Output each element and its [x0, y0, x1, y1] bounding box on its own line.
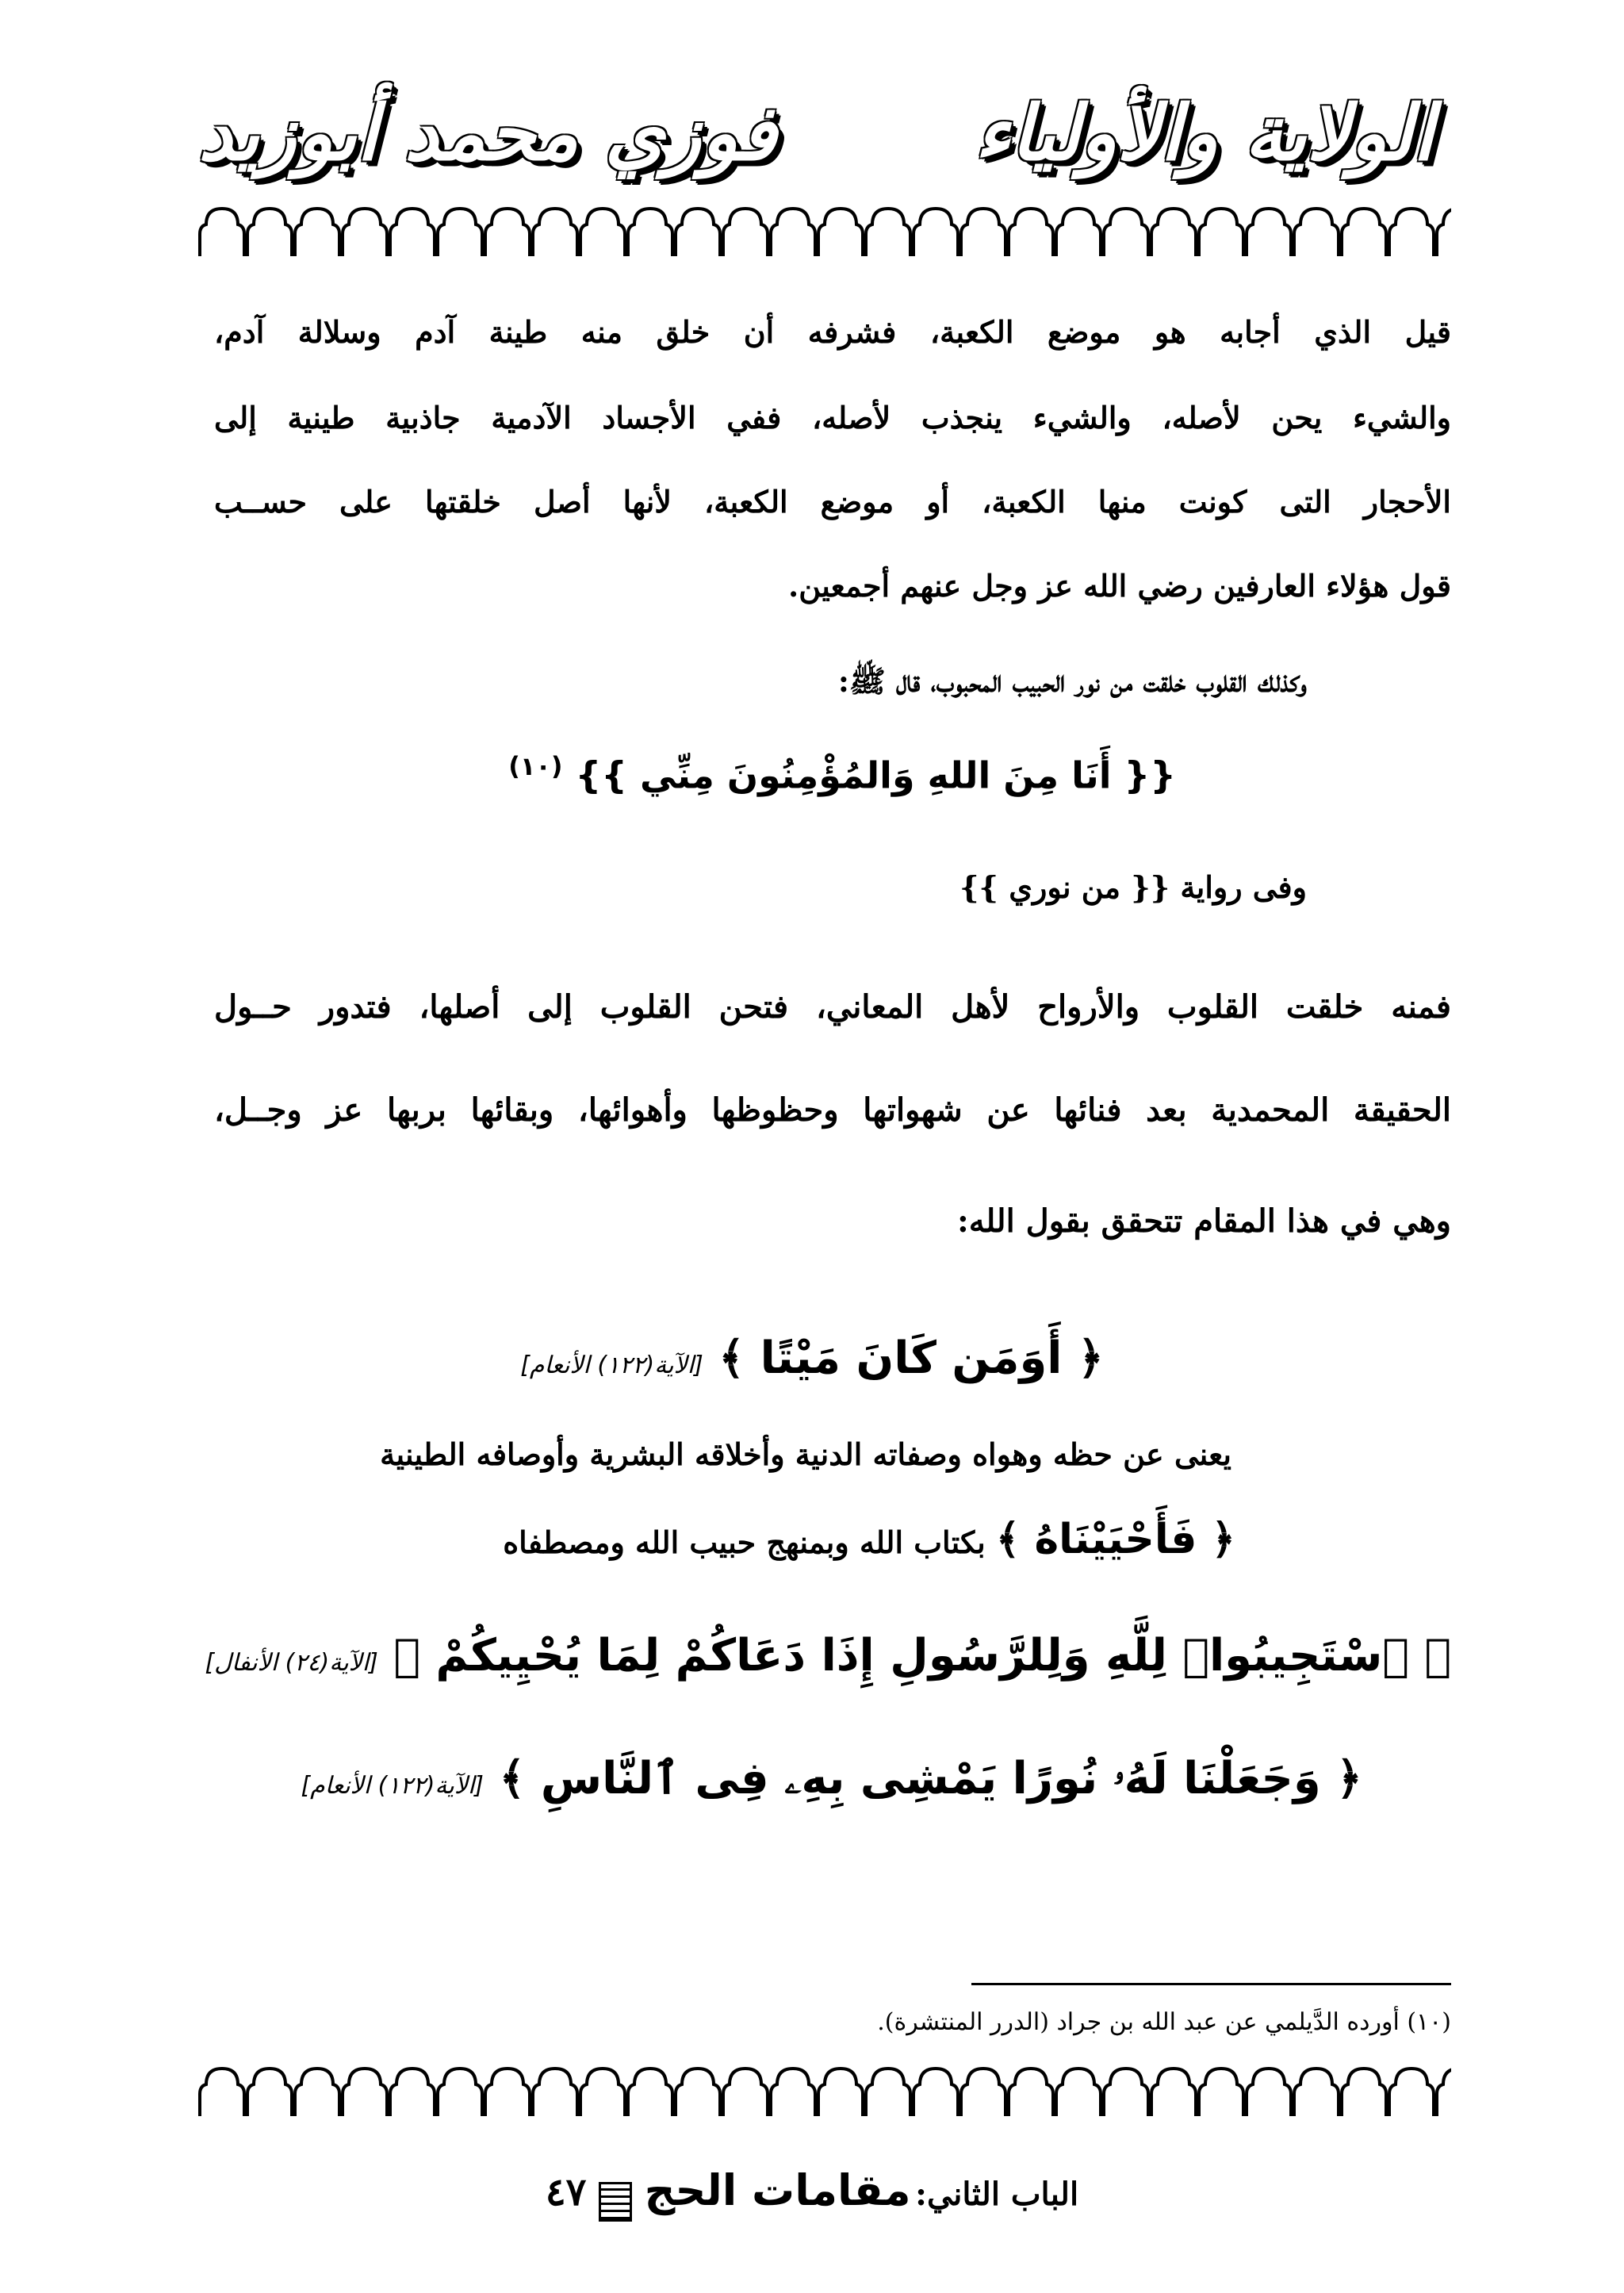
verse-text: ﴿ فَأَحْيَيْنَاهُ ﴾	[995, 1516, 1235, 1563]
verse-ref: [الآية(٢٤) الأنفال]	[205, 1649, 378, 1677]
paragraph-line: الحقيقة المحمدية بعد فنائها عن شهواتها وحظوظها وأهوائها، وبقائها بربها عز وجــل،	[214, 1091, 1451, 1129]
footnote-rule	[971, 1983, 1451, 1985]
verse-text: ﴿ أَوَمَن كَانَ مَيْتًا ﴾	[718, 1332, 1104, 1384]
arch-border-bottom	[198, 2062, 1451, 2118]
verse-line	[0, 1332, 1624, 1384]
arch-border-top	[198, 202, 1451, 258]
verse-line	[503, 1516, 1235, 1563]
chapter-label: الباب الثاني:	[915, 2176, 1079, 2213]
verse-ref: [الآية(١٢٢) الأنعام]	[301, 1772, 485, 1800]
paragraph-line: قول هؤلاء العارفين رضي الله عز وجل عنهم أجمعين.	[788, 568, 1451, 604]
author-name: فوزي محمد أبوزيد	[198, 88, 777, 178]
verse-continuation: بكتاب الله وبمنهج حبيب الله ومصطفاه	[503, 1524, 986, 1560]
paragraph-line: فمنه خلقت القلوب والأرواح لأهل المعاني، فتحن القلوب إلى أصلها، فتدور حــول	[214, 988, 1451, 1026]
verse-line	[205, 1630, 1451, 1681]
page-footer	[0, 2165, 1624, 2222]
book-title: الولاية والأولياء	[975, 88, 1434, 178]
chapter-title: مقامات الحج	[644, 2165, 911, 2215]
paragraph-line: قيل الذي أجابه هو موضع الكعبة، فشرفه أن خلق منه طينة آدم وسلالة آدم،	[214, 314, 1451, 350]
verse-text: ﴿ وَجَعَلْنَا لَهُۥ نُورًا يَمْشِى بِهِۦ فِى ٱلنَّاسِ ﴾	[499, 1753, 1362, 1804]
footnote-marker: (١٠)	[508, 751, 563, 781]
riwaya-line: وفى رواية {{ من نوري }}	[959, 869, 1307, 905]
hearts-line: وكذلك القلوب خلقت من نور الحبيب المحبوب، قال ﷺ:	[837, 663, 1307, 699]
paragraph-line: الأحجار التى كونت منها الكعبة، أو موضع الكعبة، لأنها أصل خلقتها على حســب	[214, 484, 1451, 520]
paragraph-line: والشيء يحن لأصله، والشيء ينجذب لأصله، ففي الأجساد الآدمية جاذبية طينية إلى	[214, 400, 1451, 435]
verse-text: ﴿ ٱسْتَجِيبُوا۟ لِلَّهِ وَلِلرَّسُولِ إِذَا دَعَاكُمْ لِمَا يُحْيِيكُمْ ﴾	[393, 1630, 1451, 1681]
verse-ref: [الآية(١٢٢) الأنعام]	[520, 1352, 703, 1379]
hadith-quote: {{ أَنَا مِنَ اللهِ وَالمُؤْمِنُونَ مِنِّي }}	[575, 753, 1176, 797]
page-number: ٤٧	[545, 2170, 587, 2214]
hadith-text	[508, 751, 1176, 797]
paragraph-line: وهي في هذا المقام تتحقق بقول الله:	[956, 1202, 1451, 1240]
verse-line	[301, 1753, 1362, 1804]
footnote: (١٠) أورده الدَّيلمي عن عبد الله بن جراد (الدرر المنتشرة).	[877, 2008, 1451, 2036]
explanation-line: يعنى عن حظه وهواه وصفاته الدنية وأخلاقه البشرية وأوصافه الطينية	[380, 1436, 1231, 1472]
page-marker-icon	[599, 2182, 632, 2222]
